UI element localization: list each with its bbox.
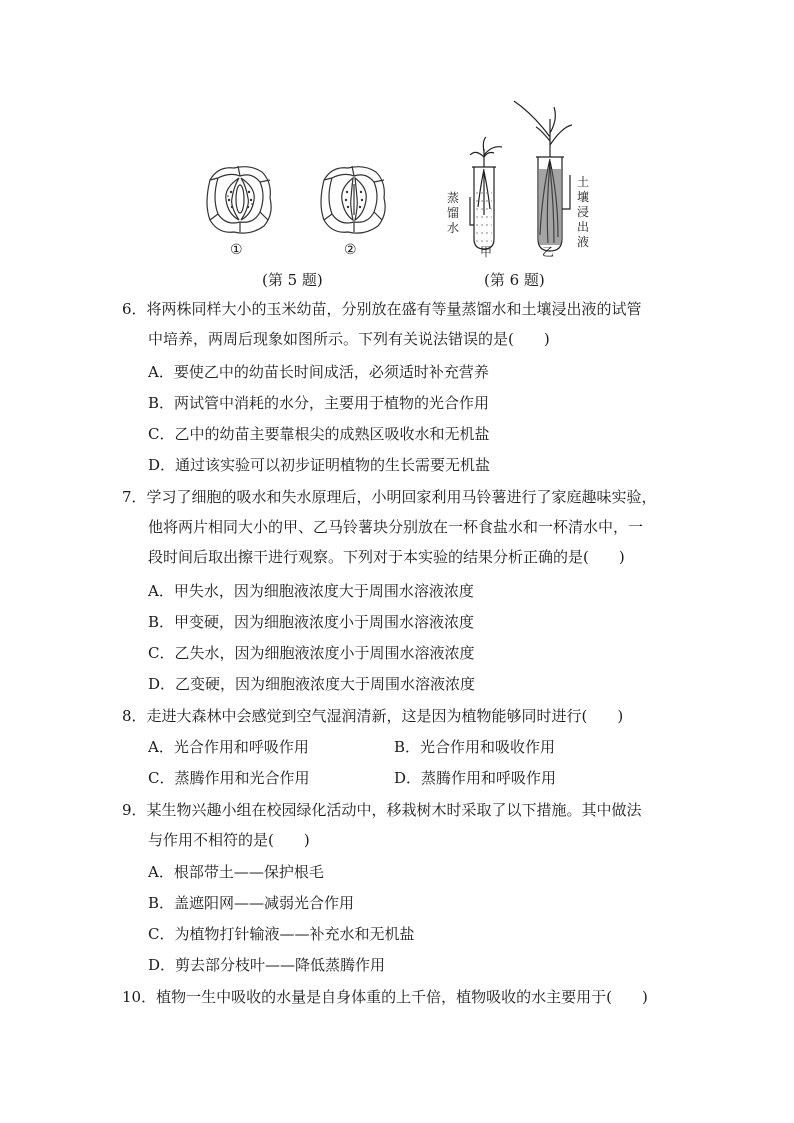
- question-9-line-2: 与作用不相符的是( ): [148, 831, 310, 849]
- question-9: [122, 795, 682, 855]
- question-9-option-d: D．剪去部分枝叶——降低蒸腾作用: [148, 956, 386, 974]
- question-7-line-3: 段时间后取出擦干进行观察。下列对于本实验的结果分析正确的是( ): [148, 548, 625, 566]
- question-7-option-c: C．乙失水，因为细胞液浓度小于周围水溶液浓度: [148, 644, 475, 662]
- question-9-line-1: 9．某生物兴趣小组在校园绿化活动中，移栽树木时采取了以下措施。其中做法: [122, 801, 642, 819]
- question-10: [122, 982, 682, 1012]
- stoma-closed-label: ②: [344, 242, 357, 258]
- figure-6-caption: (第 6 题): [484, 271, 545, 289]
- distilled-water-label: 蒸 馏 水: [446, 191, 459, 235]
- figure-5-caption: (第 5 题): [262, 271, 323, 289]
- stoma-closed-figure: [314, 160, 392, 238]
- question-7-line-2: 他将两片相同大小的甲、乙马铃薯块分别放在一杯食盐水和一杯清水中，一: [148, 518, 644, 536]
- tube-yi-label: 乙: [542, 245, 555, 259]
- question-7-line-1: 7．学习了细胞的吸水和失水原理后，小明回家利用马铃薯进行了家庭趣味实验，: [122, 488, 657, 506]
- question-8-option-c: C．蒸腾作用和光合作用: [148, 769, 310, 787]
- question-6: [122, 294, 682, 354]
- question-7-option-a: A．甲失水，因为细胞液浓度大于周围水溶液浓度: [148, 582, 474, 600]
- question-8: [122, 701, 682, 731]
- test-tubes-figure: [462, 97, 582, 257]
- question-8-option-d: D．蒸腾作用和呼吸作用: [394, 769, 557, 787]
- figures-area: [0, 95, 794, 295]
- question-6-option-c: C．乙中的幼苗主要靠根尖的成熟区吸收水和无机盐: [148, 425, 490, 443]
- question-7-option-b: B．甲变硬，因为细胞液浓度小于周围水溶液浓度: [148, 613, 475, 631]
- question-6-line-1: 6．将两株同样大小的玉米幼苗，分别放在盛有等量蒸馏水和土壤浸出液的试管: [122, 300, 642, 318]
- question-7-option-d: D．乙变硬，因为细胞液浓度大于周围水溶液浓度: [148, 675, 476, 693]
- question-6-option-d: D．通过该实验可以初步证明植物的生长需要无机盐: [148, 456, 491, 474]
- question-8-line-1: 8．走进大森林中会感觉到空气湿润清新，这是因为植物能够同时进行( ): [122, 707, 624, 725]
- question-6-option-a: A．要使乙中的幼苗长时间成活，必须适时补充营养: [148, 363, 489, 381]
- stoma-open-figure: [200, 160, 278, 238]
- question-9-option-c: C．为植物打针输液——补充水和无机盐: [148, 925, 415, 943]
- question-9-option-b: B．盖遮阳网——减弱光合作用: [148, 894, 355, 912]
- question-9-option-a: A．根部带土——保护根毛: [148, 863, 324, 881]
- tube-jia-label: 甲: [480, 245, 493, 259]
- stoma-open-label: ①: [230, 242, 243, 258]
- question-10-line-1: 10．植物一生中吸收的水量是自身体重的上千倍，植物吸收的水主要用于( ): [122, 988, 648, 1006]
- question-7: [122, 482, 682, 572]
- soil-extract-label: 土 壤 浸 出 液: [576, 175, 589, 249]
- question-8-option-b: B．光合作用和吸收作用: [394, 738, 556, 756]
- question-8-option-a: A．光合作用和呼吸作用: [148, 738, 309, 756]
- question-6-option-b: B．两试管中消耗的水分，主要用于植物的光合作用: [148, 394, 490, 412]
- question-6-line-2: 中培养，两周后现象如图所示。下列有关说法错误的是( ): [148, 330, 550, 348]
